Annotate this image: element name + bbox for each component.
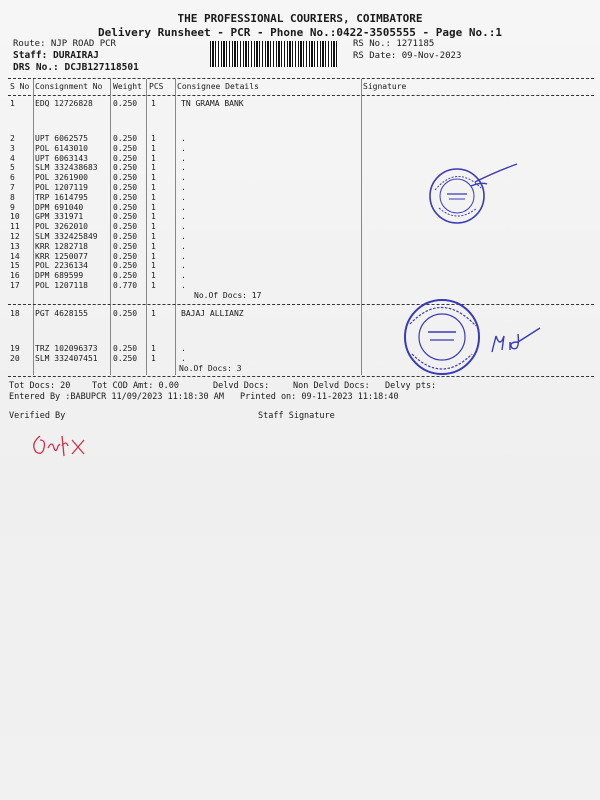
col-sno: S No (10, 82, 30, 91)
col-signature: Signature (363, 82, 407, 91)
table-header-rule (8, 95, 594, 96)
row-pcs: 1 (151, 143, 156, 153)
row-consignment: POL 3261900 (35, 173, 88, 183)
verified-by-label: Verified By (9, 411, 66, 421)
row-consignment: TRZ 102096373 (35, 344, 98, 353)
row-pcs: 1 (151, 192, 156, 202)
table-row (0, 99, 600, 109)
staff-signature-label: Staff Signature (258, 411, 335, 421)
row-sno: 16 (10, 271, 20, 281)
row-weight: 0.250 (113, 173, 138, 183)
row-consignment: TRP 1614795 (35, 192, 88, 202)
row-consignee: TN GRAMA BANK (181, 99, 244, 108)
row-weight: 0.250 (113, 143, 138, 153)
row-consignment: KRR 1250077 (35, 251, 88, 261)
row-sno: 14 (10, 251, 20, 261)
total-docs: Tot Docs: 20 (9, 381, 71, 391)
table-row (0, 252, 600, 262)
table-row (0, 134, 600, 144)
bank-stamp (425, 160, 525, 230)
row-weight: 0.250 (113, 134, 138, 143)
row-consignee: . (181, 163, 186, 173)
row-weight: 0.250 (113, 251, 138, 261)
row-consignment: UPT 6062575 (35, 134, 88, 143)
row-consignment: POL 1207118 (35, 281, 88, 290)
row-consignment: DPM 689599 (35, 271, 84, 281)
row-consignment: KRR 1282718 (35, 241, 88, 251)
doc-count: No.Of Docs: 17 (194, 291, 262, 300)
entered-by: Entered By :BABUPCR 11/09/2023 11:18:30 AM (9, 392, 224, 402)
row-pcs: 1 (151, 354, 156, 363)
row-consignee: . (181, 271, 186, 281)
row-consignee: . (181, 232, 186, 241)
row-consignee: . (181, 261, 186, 271)
verifier-signature (26, 422, 96, 462)
row-consignee: . (181, 202, 186, 212)
row-sno: 13 (10, 241, 20, 251)
row-weight: 0.250 (113, 212, 138, 222)
col-consignee: Consignee Details (177, 82, 259, 91)
insurance-stamp (400, 292, 560, 382)
row-pcs: 1 (151, 183, 156, 192)
staff-label: Staff: DURAIRAJ (13, 50, 99, 61)
row-weight: 0.250 (113, 271, 138, 281)
row-pcs: 1 (151, 99, 156, 108)
rs-number: RS No.: 1271185 (353, 39, 435, 49)
row-weight: 0.770 (113, 281, 138, 290)
row-consignee: . (181, 153, 186, 163)
row-pcs: 1 (151, 163, 156, 173)
row-weight: 0.250 (113, 163, 138, 173)
row-consignee: . (181, 241, 186, 251)
row-pcs: 1 (151, 153, 156, 163)
row-consignment: UPT 6063143 (35, 153, 88, 163)
table-top-rule (8, 78, 594, 79)
delivered-docs: Delvd Docs: (213, 381, 270, 391)
row-sno: 6 (10, 173, 15, 183)
row-consignee: . (181, 344, 186, 353)
row-pcs: 1 (151, 173, 156, 183)
row-weight: 0.250 (113, 99, 138, 108)
row-sno: 5 (10, 163, 15, 173)
row-consignment: EDQ 12726828 (35, 99, 93, 108)
row-sno: 7 (10, 183, 15, 192)
row-consignment: GPM 331971 (35, 212, 84, 222)
row-consignment: POL 1207119 (35, 183, 88, 192)
row-sno: 12 (10, 232, 20, 241)
row-weight: 0.250 (113, 344, 138, 353)
row-consignee: . (181, 143, 186, 153)
row-pcs: 1 (151, 222, 156, 232)
row-pcs: 1 (151, 202, 156, 212)
table-row (0, 232, 600, 242)
row-sno: 3 (10, 143, 15, 153)
non-delivered-docs: Non Delvd Docs: (293, 381, 370, 391)
table-row (0, 261, 600, 271)
row-pcs: 1 (151, 212, 156, 222)
col-weight: Weight (113, 82, 142, 91)
row-pcs: 1 (151, 134, 156, 143)
company-title: THE PROFESSIONAL COURIERS, COIMBATORE (177, 12, 423, 25)
total-cod: Tot COD Amt: 0.00 (92, 381, 179, 391)
row-sno: 18 (10, 309, 20, 318)
row-sno: 4 (10, 153, 15, 163)
route-label: Route: NJP ROAD PCR (13, 39, 116, 49)
row-consignee: . (181, 183, 186, 192)
row-consignment: DPM 691040 (35, 202, 84, 212)
row-sno: 1 (10, 99, 15, 108)
row-weight: 0.250 (113, 153, 138, 163)
row-consignment: PGT 4628155 (35, 309, 88, 318)
row-sno: 2 (10, 134, 15, 143)
row-consignee: . (181, 281, 186, 290)
runsheet-subtitle: Delivery Runsheet - PCR - Phone No.:0422-3505555 - Page No.:1 (98, 26, 502, 39)
row-consignee: BAJAJ ALLIANZ (181, 309, 244, 318)
row-sno: 11 (10, 222, 20, 232)
row-consignee: . (181, 173, 186, 183)
table-row (0, 281, 600, 291)
row-weight: 0.250 (113, 183, 138, 192)
row-weight: 0.250 (113, 192, 138, 202)
row-consignee: . (181, 134, 186, 143)
row-consignment: POL 2236134 (35, 261, 88, 271)
delivery-points: Delvy pts: (385, 381, 437, 391)
doc-count: No.Of Docs: 3 (179, 364, 242, 373)
row-consignment: SLM 332407451 (35, 354, 98, 363)
row-weight: 0.250 (113, 309, 138, 318)
rs-date: RS Date: 09-Nov-2023 (353, 51, 462, 61)
drs-number: DRS No.: DCJB127118501 (13, 62, 139, 73)
table-row (0, 144, 600, 154)
row-sno: 20 (10, 354, 20, 363)
row-weight: 0.250 (113, 222, 138, 232)
row-consignee: . (181, 251, 186, 261)
row-consignee: . (181, 212, 186, 222)
row-pcs: 1 (151, 251, 156, 261)
row-sno: 15 (10, 261, 20, 271)
row-consignment: SLM 332425849 (35, 232, 98, 241)
row-sno: 8 (10, 192, 15, 202)
col-consignment: Consignment No (35, 82, 103, 91)
row-consignment: SLM 332438683 (35, 163, 98, 173)
row-pcs: 1 (151, 344, 156, 353)
barcode (210, 41, 338, 67)
col-pcs: PCS (149, 82, 164, 91)
row-pcs: 1 (151, 281, 156, 290)
row-weight: 0.250 (113, 261, 138, 271)
table-row (0, 242, 600, 252)
row-pcs: 1 (151, 232, 156, 241)
row-weight: 0.250 (113, 354, 138, 363)
row-pcs: 1 (151, 241, 156, 251)
row-weight: 0.250 (113, 202, 138, 212)
table-row (0, 271, 600, 281)
row-consignee: . (181, 222, 186, 232)
row-weight: 0.250 (113, 232, 138, 241)
row-sno: 9 (10, 202, 15, 212)
row-weight: 0.250 (113, 241, 138, 251)
row-sno: 10 (10, 212, 20, 222)
row-consignment: POL 6143010 (35, 143, 88, 153)
row-sno: 17 (10, 281, 20, 290)
row-pcs: 1 (151, 309, 156, 318)
row-consignee: . (181, 192, 186, 202)
row-consignment: POL 3262010 (35, 222, 88, 232)
printed-on: Printed on: 09-11-2023 11:18:40 (240, 392, 399, 402)
row-sno: 19 (10, 344, 20, 353)
row-pcs: 1 (151, 261, 156, 271)
row-pcs: 1 (151, 271, 156, 281)
row-consignee: . (181, 354, 186, 363)
